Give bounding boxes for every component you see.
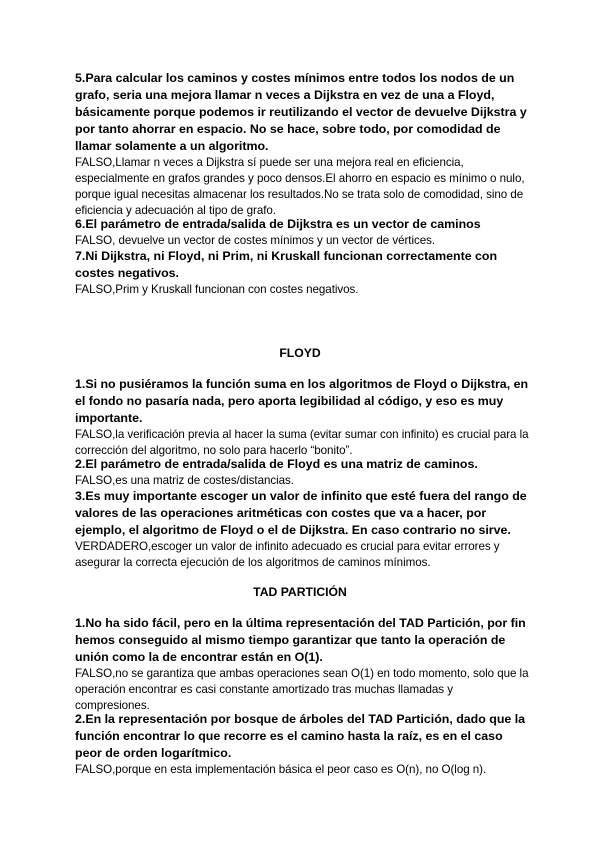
answer-text: FALSO,no se garantiza que ambas operaciones sean O(1) en todo momento, solo que la operación encontrar es casi constante amortizado tras muchas llamadas y compresiones. <box>75 667 529 712</box>
floyd-q3 <box>75 488 530 571</box>
question-text: 2.El parámetro de entrada/salida de Floyd es una matriz de caminos. <box>75 457 478 471</box>
dijkstra-q6 <box>75 216 530 249</box>
question-text: 1.No ha sido fácil, pero en la última representación del TAD Partición, por fin hemos conseguido al mismo tiempo garantizar que tanto la operación de unión como la de encontrar están en O(1). <box>75 616 526 664</box>
answer-text: FALSO,es una matriz de costes/distancias. <box>75 474 294 487</box>
question-text: 2.En la representación por bosque de árboles del TAD Partición, dado que la función encontrar lo que recorre es el camino hasta la raíz, es en el caso peor de orden logarítmico. <box>75 712 526 760</box>
floyd-q2 <box>75 456 530 489</box>
dijkstra-q7 <box>75 248 530 298</box>
question-text: 3.Es muy importante escoger un valor de infinito que esté fuera del rango de valores de las operaciones aritméticas con costes que va a hacer, por ejemplo, el algoritmo de Floyd o el de Dijkstra. En caso contrario no sirve. <box>75 489 527 537</box>
question-text: 1.Si no pusiéramos la función suma en los algoritmos de Floyd o Dijkstra, en el fondo no pasaría nada, pero aporta legibilidad al código, y eso es muy importante. <box>75 377 529 425</box>
question-text: 6.El parámetro de entrada/salida de Dijkstra es un vector de caminos <box>75 217 481 231</box>
tad-q1 <box>75 615 530 714</box>
answer-text: VERDADERO,escoger un valor de infinito adecuado es crucial para evitar errores y asegurar la correcta ejecución de los algoritmos de caminos mínimos. <box>75 540 500 569</box>
question-text: 7.Ni Dijkstra, ni Floyd, ni Prim, ni Kruskall funcionan correctamente con costes negativos. <box>75 249 498 280</box>
answer-text: FALSO,Llamar n veces a Dijkstra sí puede ser una mejora real en eficiencia, especialmente en grafos grandes y poco densos.El ahorro en espacio es mínimo o nulo, porque igual necesitas almacenar los resultados.No se trata solo de comodidad, sino de eficiencia y adecuación al tipo de grafo. <box>75 156 525 217</box>
answer-text: FALSO, devuelve un vector de costes mínimos y un vector de vértices. <box>75 234 436 247</box>
question-text: 5.Para calcular los caminos y costes mínimos entre todos los nodos de un grafo, seria una mejora llamar n veces a Dijkstra en vez de una a Floyd, básicamente porque podemos ir reutilizando el vector de devuelve Dijkstra y por tanto ahorrar en espacio. No se hace, sobre todo, por comodidad de llamar solamente a un algoritmo. <box>75 71 527 153</box>
answer-text: FALSO,porque en esta implementación básica el peor caso es O(n), no O(log n). <box>75 763 487 776</box>
dijkstra-q5 <box>75 70 530 219</box>
section-title-floyd: FLOYD <box>279 346 321 360</box>
tad-q2 <box>75 711 530 778</box>
answer-text: FALSO,Prim y Kruskall funcionan con costes negativos. <box>75 283 359 296</box>
answer-text: FALSO,la verificación previa al hacer la suma (evitar sumar con infinito) es crucial para la corrección del algoritmo, no solo para hacerlo “bonito”. <box>75 428 529 457</box>
section-title-tad-particion: TAD PARTICIÓN <box>253 585 347 599</box>
floyd-q1 <box>75 376 530 459</box>
